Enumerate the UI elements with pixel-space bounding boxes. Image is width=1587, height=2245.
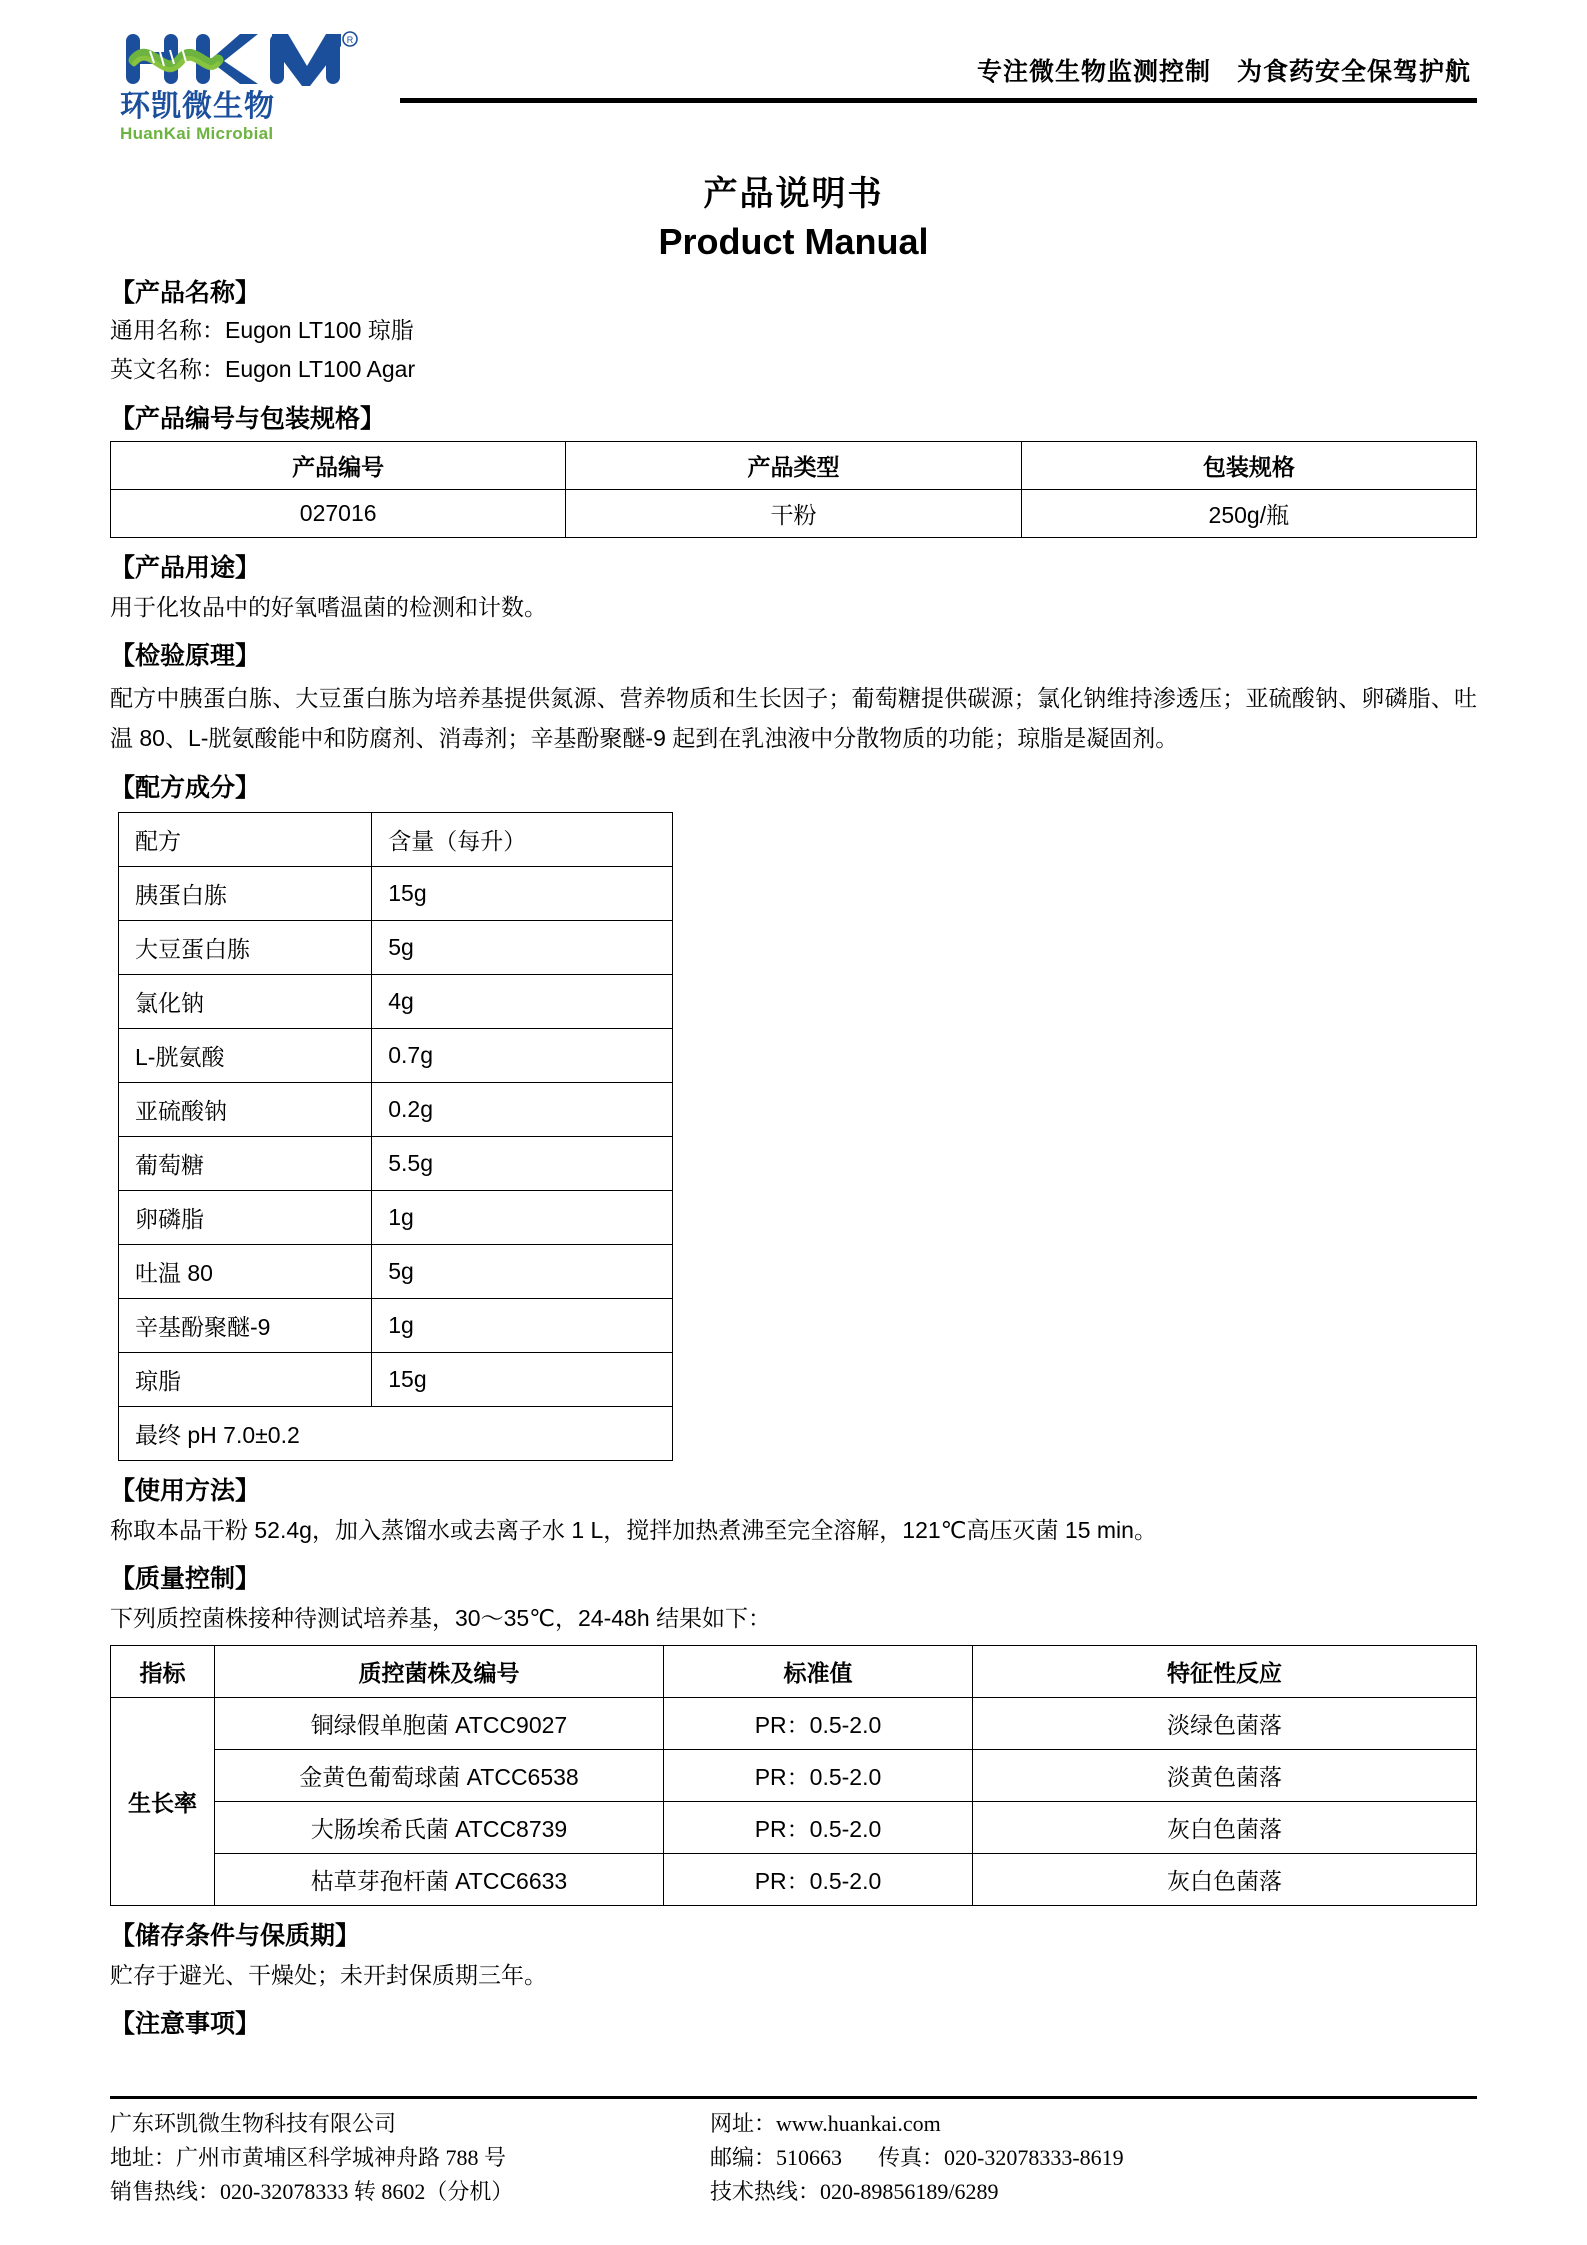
formula-amount: 5g bbox=[372, 1245, 673, 1299]
spec-value-type: 干粉 bbox=[566, 490, 1021, 538]
company-logo bbox=[110, 30, 400, 144]
qc-standard: PR：0.5-2.0 bbox=[664, 1854, 973, 1906]
qc-reaction: 灰白色菌落 bbox=[973, 1802, 1477, 1854]
usage-text: 用于化妆品中的好氧嗜温菌的检测和计数。 bbox=[110, 594, 547, 620]
formula-amount: 4g bbox=[372, 975, 673, 1029]
english-name-row bbox=[110, 350, 1477, 389]
formula-amount: 1g bbox=[372, 1191, 673, 1245]
table-row bbox=[119, 975, 673, 1029]
formula-name: 亚硫酸钠 bbox=[119, 1083, 372, 1137]
qc-strain: 大肠埃希氏菌 ATCC8739 bbox=[215, 1802, 664, 1854]
common-name-label: 通用名称： bbox=[110, 317, 225, 343]
qc-standard: PR：0.5-2.0 bbox=[664, 1698, 973, 1750]
principle-text: 配方中胰蛋白胨、大豆蛋白胨为培养基提供氮源、营养物质和生长因子；葡萄糖提供碳源；氯化钠维持渗透压；亚硫酸钠、卵磷脂、吐温 80、L-胱氨酸能中和防腐剂、消毒剂；辛基酚聚醚-9 起到在乳浊液中分散物质的功能；琼脂是凝固剂。 bbox=[110, 685, 1477, 751]
qc-reaction: 淡绿色菌落 bbox=[973, 1698, 1477, 1750]
common-name-value: Eugon LT100 琼脂 bbox=[225, 317, 414, 343]
table-row bbox=[119, 1083, 673, 1137]
formula-ph-value: 最终 pH 7.0±0.2 bbox=[119, 1407, 673, 1461]
section-heading-spec: 【产品编号与包装规格】 bbox=[110, 405, 386, 433]
table-row bbox=[111, 1698, 1477, 1750]
page-footer bbox=[110, 2096, 1477, 2209]
qc-standard: PR：0.5-2.0 bbox=[664, 1802, 973, 1854]
quality-control-table bbox=[110, 1645, 1477, 1906]
spec-value-code: 027016 bbox=[111, 490, 566, 538]
section-heading-usage: 【产品用途】 bbox=[110, 554, 261, 582]
footer-website: 网址：www.huankai.com bbox=[710, 2111, 941, 2136]
formula-name: 氯化钠 bbox=[119, 975, 372, 1029]
formula-table bbox=[118, 812, 673, 1461]
formula-amount: 1g bbox=[372, 1299, 673, 1353]
footer-sales-hotline: 销售热线：020-32078333 转 8602（分机） bbox=[110, 2179, 514, 2204]
footer-postcode: 邮编：510663 bbox=[710, 2145, 843, 2170]
section-heading-notes: 【注意事项】 bbox=[110, 2010, 261, 2038]
method-text: 称取本品干粉 52.4g，加入蒸馏水或去离子水 1 L，搅拌加热煮沸至完全溶解，121℃高压灭菌 15 min。 bbox=[110, 1517, 1157, 1543]
formula-amount: 0.7g bbox=[372, 1029, 673, 1083]
formula-name: 吐温 80 bbox=[119, 1245, 372, 1299]
footer-postcode-fax-row bbox=[710, 2141, 1477, 2175]
qc-strain: 金黄色葡萄球菌 ATCC6538 bbox=[215, 1750, 664, 1802]
section-heading-storage: 【储存条件与保质期】 bbox=[110, 1922, 361, 1950]
formula-name: 大豆蛋白胨 bbox=[119, 921, 372, 975]
spec-col-code: 产品编号 bbox=[111, 442, 566, 490]
table-row bbox=[119, 1299, 673, 1353]
table-footer-row bbox=[119, 1407, 673, 1461]
hkm-logo-icon bbox=[120, 30, 360, 88]
formula-amount: 15g bbox=[372, 1353, 673, 1407]
logo-english-name: HuanKai Microbial bbox=[120, 124, 274, 143]
footer-address: 地址：广州市黄埔区科学城神舟路 788 号 bbox=[110, 2145, 507, 2170]
formula-name: 琼脂 bbox=[119, 1353, 372, 1407]
table-row bbox=[119, 867, 673, 921]
qc-standard: PR：0.5-2.0 bbox=[664, 1750, 973, 1802]
qc-col-index: 指标 bbox=[111, 1646, 215, 1698]
qc-group-label: 生长率 bbox=[111, 1698, 215, 1906]
footer-tech-hotline: 技术热线：020-89856189/6289 bbox=[710, 2179, 999, 2204]
formula-name: 葡萄糖 bbox=[119, 1137, 372, 1191]
qc-col-standard: 标准值 bbox=[664, 1646, 973, 1698]
table-row bbox=[119, 1137, 673, 1191]
formula-amount: 5.5g bbox=[372, 1137, 673, 1191]
footer-columns bbox=[110, 2107, 1477, 2209]
formula-amount: 15g bbox=[372, 867, 673, 921]
storage-text: 贮存于避光、干燥处；未开封保质期三年。 bbox=[110, 1962, 547, 1988]
qc-strain: 枯草芽孢杆菌 ATCC6633 bbox=[215, 1854, 664, 1906]
footer-fax: 传真：020-32078333-8619 bbox=[878, 2145, 1124, 2170]
table-row bbox=[119, 1029, 673, 1083]
footer-divider bbox=[110, 2096, 1477, 2099]
header-right-block bbox=[400, 30, 1477, 103]
company-slogan: 专注微生物监测控制 为食药安全保驾护航 bbox=[976, 58, 1471, 86]
table-row bbox=[119, 1245, 673, 1299]
table-row bbox=[119, 921, 673, 975]
table-row bbox=[111, 1750, 1477, 1802]
quality-intro-text: 下列质控菌株接种待测试培养基，30～35℃，24-48h 结果如下： bbox=[110, 1605, 772, 1631]
spec-col-type: 产品类型 bbox=[566, 442, 1021, 490]
qc-reaction: 灰白色菌落 bbox=[973, 1854, 1477, 1906]
table-row bbox=[119, 1191, 673, 1245]
header-divider bbox=[400, 98, 1477, 103]
english-name-value: Eugon LT100 Agar bbox=[225, 356, 416, 382]
page-header bbox=[110, 30, 1477, 143]
footer-company-name: 广东环凯微生物科技有限公司 bbox=[110, 2111, 397, 2136]
section-heading-quality: 【质量控制】 bbox=[110, 1565, 261, 1593]
formula-col-amount: 含量（每升） bbox=[372, 813, 673, 867]
formula-amount: 0.2g bbox=[372, 1083, 673, 1137]
table-row bbox=[111, 1854, 1477, 1906]
formula-name: 卵磷脂 bbox=[119, 1191, 372, 1245]
common-name-row bbox=[110, 311, 1477, 350]
qc-strain: 铜绿假单胞菌 ATCC9027 bbox=[215, 1698, 664, 1750]
spec-value-package: 250g/瓶 bbox=[1021, 490, 1476, 538]
page-title-en: Product Manual bbox=[658, 221, 929, 262]
svg-text:R: R bbox=[346, 35, 354, 45]
formula-name: L-胱氨酸 bbox=[119, 1029, 372, 1083]
footer-left-column bbox=[110, 2107, 710, 2209]
spec-col-package: 包装规格 bbox=[1021, 442, 1476, 490]
logo-chinese-name: 环凯微生物 bbox=[120, 90, 275, 123]
qc-col-strain: 质控菌株及编号 bbox=[215, 1646, 664, 1698]
table-row bbox=[111, 490, 1477, 538]
section-heading-product-name: 【产品名称】 bbox=[110, 279, 261, 307]
table-header-row bbox=[111, 442, 1477, 490]
footer-right-column bbox=[710, 2107, 1477, 2209]
section-heading-formula: 【配方成分】 bbox=[110, 774, 261, 802]
table-row bbox=[119, 1353, 673, 1407]
formula-col-name: 配方 bbox=[119, 813, 372, 867]
page-title-cn: 产品说明书 bbox=[703, 175, 884, 213]
qc-reaction: 淡黄色菌落 bbox=[973, 1750, 1477, 1802]
formula-name: 胰蛋白胨 bbox=[119, 867, 372, 921]
formula-name: 辛基酚聚醚-9 bbox=[119, 1299, 372, 1353]
qc-col-reaction: 特征性反应 bbox=[973, 1646, 1477, 1698]
table-header-row bbox=[119, 813, 673, 867]
section-heading-principle: 【检验原理】 bbox=[110, 642, 261, 670]
section-heading-method: 【使用方法】 bbox=[110, 1477, 261, 1505]
table-row bbox=[111, 1802, 1477, 1854]
spec-table bbox=[110, 441, 1477, 538]
english-name-label: 英文名称： bbox=[110, 356, 225, 382]
formula-amount: 5g bbox=[372, 921, 673, 975]
table-header-row bbox=[111, 1646, 1477, 1698]
